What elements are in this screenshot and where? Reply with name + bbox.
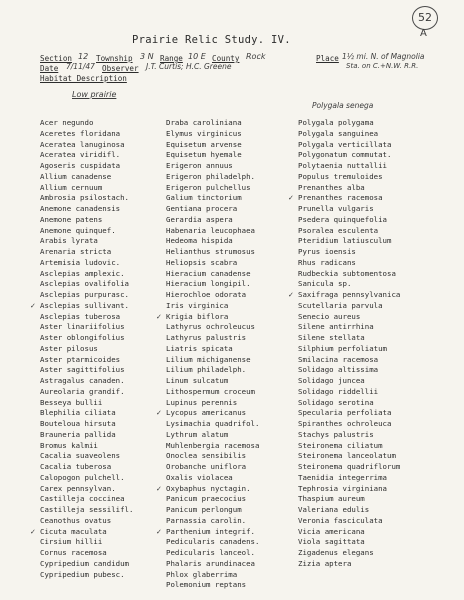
observer-label: Observer [102, 64, 139, 73]
species-name: Bromus kalmii [40, 440, 98, 450]
species-name: Bouteloua hirsuta [40, 419, 116, 428]
species-name: Allium canadense [40, 171, 112, 181]
species-name: Rhus radicans [298, 257, 356, 267]
township-label: Township [96, 54, 133, 63]
species-name: Sanicula sp. [298, 279, 352, 289]
species-name: Pedicularis lanceol. [166, 548, 255, 557]
species-name: Cypripedium pubesc. [40, 569, 125, 579]
species-name: Erigeron annuus [166, 161, 233, 170]
species-name: Galium tinctorium [166, 193, 242, 203]
species-name: Aceratea viridifl. [40, 150, 121, 160]
species-name: Carex pennsylvan. [40, 483, 116, 493]
species-name: Scutellaria parvula [298, 300, 383, 310]
species-name: Cacalia tuberosa [40, 462, 112, 471]
species-name: Polytaenia nuttallii [298, 161, 387, 170]
column-note: Polygala senega [312, 101, 374, 110]
species-name: Asclepias amplexic. [40, 268, 125, 278]
species-name: Besseya bullii [40, 397, 103, 407]
date-value: 7/11/47 [66, 62, 95, 71]
species-name: Psoralea esculenta [298, 225, 379, 235]
species-name: Zigadenus elegans [298, 548, 374, 557]
species-name: Castilleja sessilifl. [40, 505, 134, 514]
species-name: Steironema ciliatum [298, 440, 383, 450]
species-name: Arabis lyrata [40, 236, 98, 246]
species-name: Panicum praecocius [166, 494, 247, 504]
species-column-1 [40, 118, 133, 580]
species-name: Cacalia suaveolens [40, 451, 121, 461]
species-name: Populus tremuloides [298, 171, 383, 181]
species-name: Onoclea sensibilis [166, 451, 247, 461]
species-name: Liatris spicata [166, 343, 233, 353]
species-name: Oxalis violacea [166, 472, 233, 482]
species-name: Iris virginica [166, 300, 229, 310]
species-name: Steironema lanceolatum [298, 451, 396, 461]
range-value: 10 E [188, 52, 206, 61]
species-name: ✓ Prenanthes racemosa [298, 193, 400, 204]
species-name: Aster sagittifolius [40, 365, 125, 375]
section-label: Section [40, 54, 73, 63]
date-label: Date [40, 64, 59, 73]
section-value: 12 [78, 52, 89, 61]
species-name: Lathyrus ochroleucus [166, 322, 255, 332]
species-name: ✓ Cicuta maculata [40, 527, 133, 538]
species-name: Equisetum arvense [166, 139, 242, 149]
species-name: Aster oblongifolius [40, 333, 125, 342]
species-name: Panicum perlongum [166, 505, 242, 514]
species-name: ✓ Parthenium integrif. [166, 527, 259, 538]
species-name: Tephrosia virginiana [298, 483, 387, 493]
species-name: Specularia perfoliata [298, 408, 392, 418]
species-name: Heliopsis scabra [166, 257, 238, 267]
species-name: Prunella vulgaris [298, 204, 374, 213]
species-name: Thaspium aureum [298, 494, 365, 504]
species-name: Agoseris cuspidata [40, 161, 121, 170]
species-name: Lilium philadelph. [166, 365, 247, 375]
species-name: Anemone quinquef. [40, 225, 116, 235]
species-name: Castilleja coccinea [40, 494, 125, 504]
species-name: Taenidia integerrima [298, 472, 387, 482]
species-name: Veronia fasciculata [298, 515, 383, 525]
species-name: Aureolaria grandif. [40, 386, 125, 396]
species-name: Lupinus perennis [166, 397, 238, 407]
species-name: Habenaria leucophaea [166, 225, 255, 235]
species-name: Equisetum hyemale [166, 150, 242, 160]
species-name: Stachys palustris [298, 429, 374, 439]
species-name: Asclepias purpurasc. [40, 290, 129, 299]
species-name: Hierochloe odorata [166, 290, 247, 299]
species-name: Lithospermum croceum [166, 386, 255, 396]
species-name: Elymus virginicus [166, 128, 242, 138]
species-name: Cornus racemosa [40, 548, 107, 557]
species-name: Senecio aureus [298, 311, 361, 321]
species-name: Linum sulcatum [166, 376, 229, 385]
species-name: Solidago riddellii [298, 386, 379, 396]
township-value: 3 N [140, 52, 154, 61]
species-name: Parnassia carolin. [166, 515, 247, 525]
species-name: Astragalus canaden. [40, 376, 125, 385]
species-name: Pedicularis canadens. [166, 537, 260, 547]
species-name: Acer negundo [40, 118, 94, 127]
species-name: Cirsium hillii [40, 537, 103, 547]
species-name: ✓ Oxybaphus nyctagin. [166, 484, 259, 495]
species-name: Asclepias tuberosa [40, 311, 121, 321]
species-name: Gerardia aspera [166, 214, 233, 224]
species-name: Arenaria stricta [40, 247, 112, 256]
species-name: Rudbeckia subtomentosa [298, 268, 396, 278]
county-value: Rock [246, 52, 266, 61]
species-name: Hieracium longipil. [166, 279, 251, 289]
species-name: Steironema quadriflorum [298, 462, 401, 471]
species-name: Ceanothus ovatus [40, 515, 112, 525]
habitat-label: Habitat Description [40, 74, 127, 83]
species-name: Viola sagittata [298, 537, 365, 547]
species-name: Helianthus strumosus [166, 247, 255, 256]
species-name: Valeriana edulis [298, 505, 370, 514]
species-name: Aceratea lanuginosa [40, 139, 125, 149]
species-name: Solidago juncea [298, 376, 365, 385]
species-name: Polygala verticillata [298, 139, 392, 149]
species-name: Aster ptarmicoides [40, 354, 121, 364]
page-number: 52 [418, 11, 432, 24]
species-column-3 [298, 118, 400, 570]
species-name: ✓ Lycopus americanus [166, 408, 259, 419]
species-name: Solidago serotina [298, 397, 374, 407]
species-name: Orobanche uniflora [166, 462, 247, 471]
species-name: Polemonium reptans [166, 580, 247, 590]
range-label: Range [160, 54, 183, 63]
species-name: Solidago altissima [298, 365, 379, 375]
species-name: Lilium michiganense [166, 354, 251, 364]
species-name: Muhlenbergia racemosa [166, 440, 260, 450]
species-name: Asclepias ovalifolia [40, 279, 129, 289]
species-name: Lathyrus palustris [166, 333, 247, 342]
species-name: Aceretes floridana [40, 128, 121, 138]
species-name: Calopogon pulchell. [40, 472, 125, 482]
observer-value: J.T. Curtis; H.C. Greene [146, 62, 232, 71]
species-name: Smilacina racemosa [298, 354, 379, 364]
page-number-circle [412, 6, 438, 30]
page-letter: A [420, 28, 427, 39]
species-name: Vicia americana [298, 526, 365, 536]
species-name: Brauneria pallida [40, 429, 116, 439]
place-value-line2: Sta. on C.+N.W. R.R. [346, 62, 419, 70]
species-name: Hieracium canadense [166, 268, 251, 278]
species-name: Gentiana procera [166, 204, 238, 213]
species-name: Silphium perfoliatum [298, 343, 387, 353]
place-label: Place [316, 54, 339, 63]
species-name: Psedera quinquefolia [298, 214, 387, 224]
species-name: Phalaris arundinacea [166, 558, 255, 568]
species-name: Polygala polygama [298, 118, 374, 127]
county-label: County [212, 54, 240, 63]
species-name: ✓ Krigia biflora [166, 312, 259, 323]
species-column-2 [166, 118, 259, 591]
species-name: Polygala sanguinea [298, 128, 379, 138]
species-name: Prenanthes alba [298, 182, 365, 192]
species-name: Erigeron philadelph. [166, 171, 255, 181]
species-name: Allium cernuum [40, 182, 103, 192]
species-name: Pteridium latiusculum [298, 236, 392, 246]
species-name: Aster linariifolius [40, 322, 125, 332]
species-name: Lysimachia quadrifol. [166, 419, 260, 428]
species-name: Zizia aptera [298, 558, 352, 568]
species-name: Erigeron pulchellus [166, 182, 251, 192]
species-name: Ambrosia psilostach. [40, 193, 129, 203]
species-name: Anemone patens [40, 214, 103, 224]
species-name: ✓ Asclepias sullivant. [40, 301, 133, 312]
species-name: ✓ Saxifraga pennsylvanica [298, 290, 400, 301]
place-value-line1: 1½ mi. N. of Magnolia [342, 52, 425, 61]
species-name: Spiranthes ochroleuca [298, 419, 392, 428]
species-name: Hedeoma hispida [166, 236, 233, 246]
species-name: Silene stellata [298, 333, 365, 342]
species-name: Cypripedium candidum [40, 558, 129, 568]
species-name: Silene antirrhina [298, 322, 374, 332]
species-name: Artemisia ludovic. [40, 257, 121, 267]
species-name: Blephilia ciliata [40, 408, 116, 418]
habitat-value: Low prairie [72, 90, 117, 99]
species-name: Pyrus ioensis [298, 247, 356, 256]
species-name: Anemone canadensis [40, 204, 121, 213]
page-title: Prairie Relic Study. IV. [132, 34, 291, 46]
species-name: Lythrum alatum [166, 429, 229, 439]
species-name: Draba caroliniana [166, 118, 242, 127]
species-name: Polygonatum commutat. [298, 150, 392, 160]
species-name: Aster pilosus [40, 343, 98, 353]
species-name: Phlox glaberrima [166, 569, 238, 579]
